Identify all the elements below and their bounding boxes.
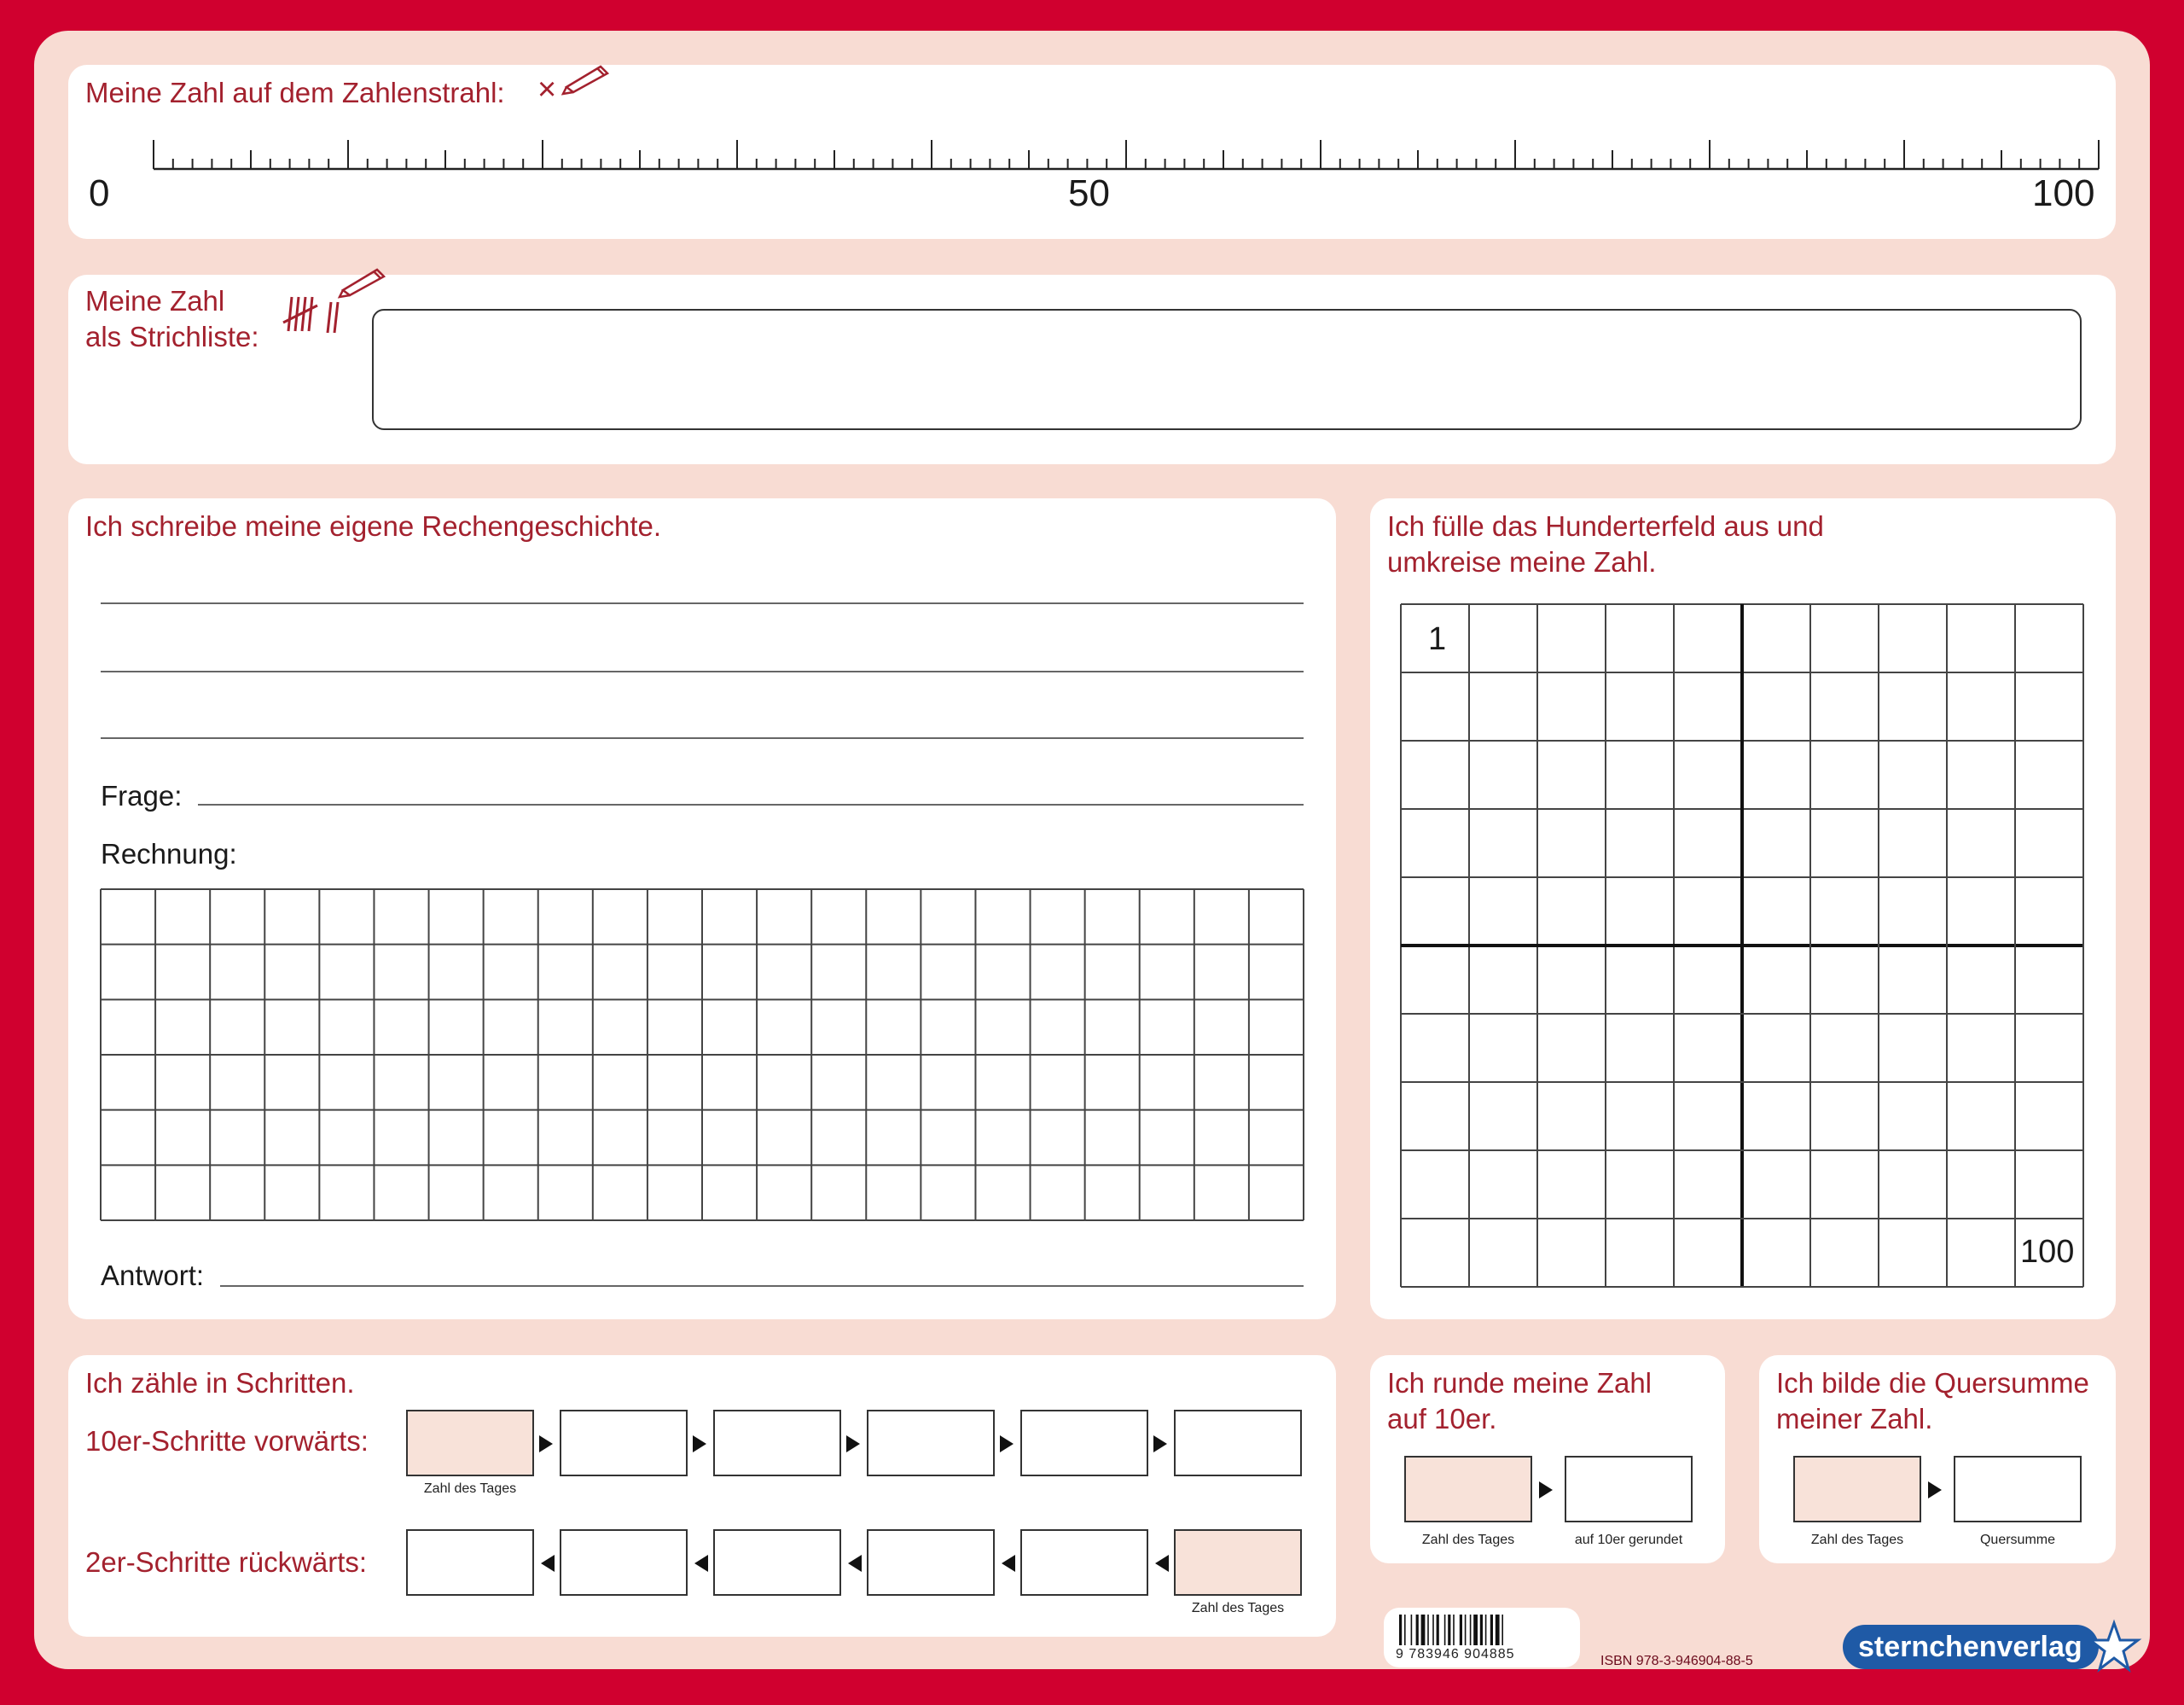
digitsum-input-left[interactable] [1793,1456,1921,1522]
question-line[interactable] [198,804,1304,806]
forward-caption: Zahl des Tages [423,1481,517,1496]
barcode-bar [1444,1615,1446,1645]
step-box[interactable] [1020,1529,1148,1596]
digitsum-card [1759,1355,2116,1563]
barcode-bar [1399,1615,1402,1645]
hundred-card [1370,498,2116,1319]
arrow-left-icon [848,1555,862,1572]
digitsum-input-right[interactable] [1954,1456,2082,1522]
numberline-mark-symbol: × [537,72,557,108]
barcode-bar [1421,1615,1426,1645]
arrow-left-icon [1155,1555,1169,1572]
backward-label: 2er-Schritte rückwärts: [85,1546,368,1578]
story-line[interactable] [101,737,1304,739]
worksheet-page [34,31,2150,1669]
step-box[interactable] [1174,1410,1302,1476]
numberline-start: 0 [89,172,110,214]
barcode [1399,1615,1566,1645]
barcode-bar [1496,1615,1500,1645]
barcode-bar [1460,1615,1462,1645]
digitsum-caption-right: Quersumme [1979,1533,2056,1547]
publisher-logo [1843,1625,2099,1669]
arrow-right-icon [539,1435,553,1452]
isbn-text: ISBN 978-3-946904-88-5 [1600,1654,1753,1668]
arrow-right-icon [1928,1481,1942,1498]
barcode-bar [1453,1615,1455,1645]
numberline-mid: 50 [1068,172,1110,214]
steps-title: Ich zähle in Schritten. [85,1367,355,1399]
step-box[interactable] [1020,1410,1148,1476]
arrow-left-icon [1002,1555,1015,1572]
numberline-card [68,65,2116,239]
step-box[interactable] [867,1529,995,1596]
step-box[interactable] [867,1410,995,1476]
step-box[interactable] [713,1529,841,1596]
round-title: Ich runde meine Zahl auf 10er. [1387,1367,1653,1434]
round-card [1370,1355,1725,1563]
barcode-bar [1432,1615,1434,1645]
barcode-bar [1470,1615,1472,1645]
answer-label: Antwort: [101,1260,205,1291]
arrow-left-icon [694,1555,708,1572]
arrow-right-icon [846,1435,860,1452]
step-box[interactable] [560,1410,688,1476]
tally-input[interactable] [372,309,2082,430]
barcode-bar [1485,1615,1487,1645]
hundred-first: 1 [1428,621,1447,657]
barcode-bar [1473,1615,1478,1645]
step-box[interactable] [560,1529,688,1596]
digitsum-caption-left: Zahl des Tages [1810,1533,1904,1547]
story-card [68,498,1336,1319]
story-line[interactable] [101,671,1304,672]
barcode-bar [1465,1615,1467,1645]
numberline-end: 100 [2032,172,2095,214]
step-box[interactable] [406,1410,534,1476]
barcode-digits: 9 783946 904885 [1396,1647,1515,1661]
tally-label: Meine Zahl als Strichliste: [85,285,259,352]
backward-caption: Zahl des Tages [1191,1601,1285,1615]
question-label: Frage: [101,780,183,812]
barcode-bar [1427,1615,1429,1645]
arrow-right-icon [693,1435,706,1452]
barcode-bar [1448,1615,1450,1645]
numberline-label: Meine Zahl auf dem Zahlenstrahl: [85,77,505,108]
arrow-right-icon [1539,1481,1553,1498]
story-title: Ich schreibe meine eigene Rechengeschichte. [85,510,662,542]
round-caption-left: Zahl des Tages [1421,1533,1515,1547]
arrow-right-icon [1000,1435,1014,1452]
publisher-name: sternchenverlag [1858,1631,2082,1663]
hundred-grid[interactable] [1401,604,2083,1287]
answer-line[interactable] [220,1285,1304,1287]
step-box[interactable] [1174,1529,1302,1596]
barcode-bar [1437,1615,1439,1645]
barcode-bar [1404,1615,1406,1645]
pencil-icon [340,263,391,297]
calculation-grid[interactable] [101,889,1304,1220]
barcode-bar [1502,1615,1503,1645]
arrow-left-icon [541,1555,555,1572]
star-icon [2088,1621,2140,1673]
step-box[interactable] [406,1529,534,1596]
arrow-right-icon [1153,1435,1167,1452]
digitsum-title: Ich bilde die Quersumme meiner Zahl. [1776,1367,2089,1434]
step-box[interactable] [713,1410,841,1476]
hundred-last: 100 [2020,1234,2075,1270]
round-input-left[interactable] [1404,1456,1532,1522]
barcode-bar [1490,1615,1493,1645]
tally-card [68,275,2116,464]
calculation-label: Rechnung: [101,838,237,870]
barcode-bar [1411,1615,1413,1645]
hundred-title: Ich fülle das Hunderterfeld aus und umkreise meine Zahl. [1387,510,1824,578]
round-input-right[interactable] [1565,1456,1693,1522]
story-line[interactable] [101,602,1304,604]
forward-label: 10er-Schritte vorwärts: [85,1425,369,1457]
barcode-bar [1480,1615,1483,1645]
tally-marks-icon [280,294,348,336]
barcode-panel [1384,1608,1580,1667]
round-caption-right: auf 10er gerundet [1574,1533,1683,1547]
barcode-bar [1416,1615,1419,1645]
steps-card [68,1355,1336,1637]
